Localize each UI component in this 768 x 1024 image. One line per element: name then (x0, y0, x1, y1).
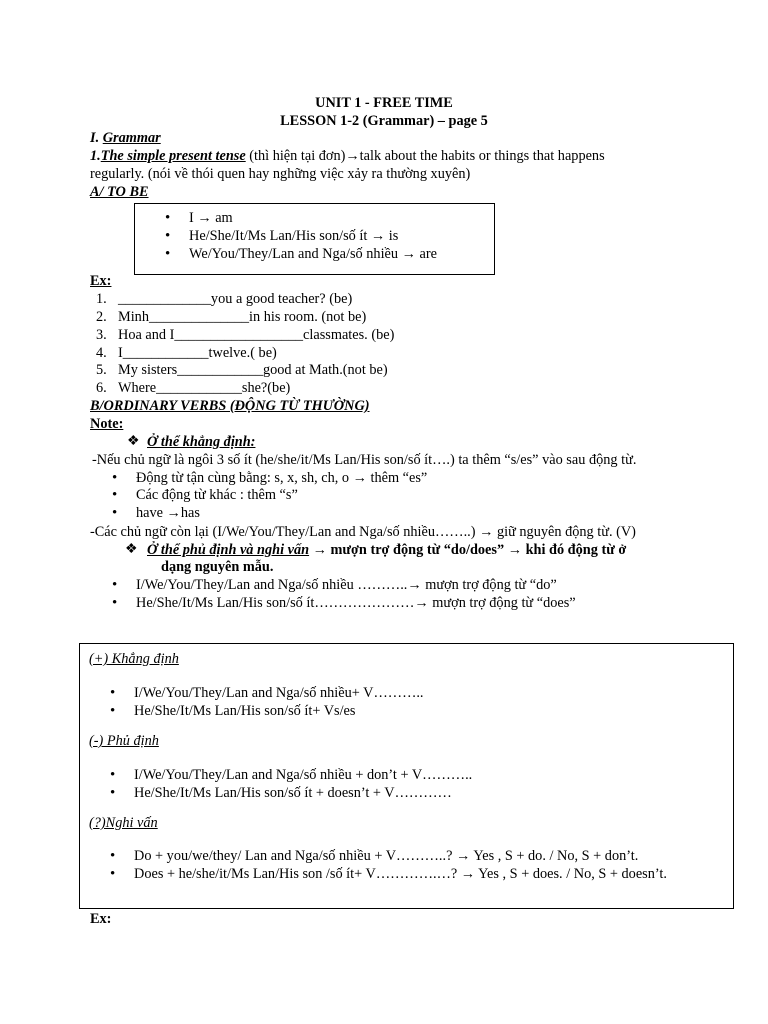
ex-item: I____________twelve.( be) (118, 345, 277, 361)
tense-line: 1.The simple present tense (thì hiện tại đơn)→talk about the habits or things that happens (90, 148, 605, 164)
aux-bullet: • He/She/It/Ms Lan/His son/số ít…………………→ mượn trợ động từ “does” (136, 594, 576, 612)
grammar-heading: I. Grammar (90, 130, 161, 146)
ex-num: 4. (96, 345, 107, 361)
note-label: Note: (90, 416, 124, 432)
question-label: (?)Nghi vấn (89, 815, 158, 831)
aux-bullet: • I/We/You/They/Lan and Nga/số nhiều ………..→ mượn trợ động từ “do” (136, 576, 557, 594)
lesson-title: LESSON 1-2 (Grammar) – page 5 (280, 113, 488, 129)
affirm-heading: Ở thể khẳng định: (147, 434, 256, 450)
rule-bullet: • Động từ tận cùng bằng: s, x, sh, ch, o → thêm “es” (136, 469, 427, 487)
rule-bullet: • Các động từ khác : thêm “s” (136, 486, 298, 504)
ex-num: 2. (96, 309, 107, 325)
neg-label: (-) Phủ định (89, 733, 159, 749)
tobe-item: • He/She/It/Ms Lan/His son/số ít → is (189, 227, 398, 245)
ex-num: 3. (96, 327, 107, 343)
tobe-heading: A/ TO BE (90, 184, 149, 200)
rule-others: -Các chủ ngữ còn lại (I/We/You/They/Lan and Nga/số nhiều……..) → giữ nguyên động từ. (V) (90, 524, 636, 540)
neg-item: • He/She/It/Ms Lan/His son/số ít + doesn’t + V………… (134, 784, 452, 802)
ordinary-heading: B/ORDINARY VERBS (ĐỘNG TỪ THƯỜNG) (90, 398, 370, 414)
affirm-label: (+) Khẳng định (89, 651, 179, 667)
neg-heading-line: Ở thể phủ định và nghi vấn → mượn trợ động từ “do/does” → khi đó động từ ở (147, 542, 627, 558)
diamond-icon: ❖ (125, 542, 138, 557)
ex-num: 5. (96, 362, 107, 378)
diamond-icon: ❖ (127, 434, 140, 449)
ex-label: Ex: (90, 273, 112, 289)
unit-title: UNIT 1 - FREE TIME (315, 95, 453, 111)
ex2-label: Ex: (90, 911, 112, 927)
tobe-item: • We/You/They/Lan and Nga/số nhiều → are (189, 245, 437, 263)
rule-third-person: -Nếu chủ ngữ là ngôi 3 số ít (he/she/it/Ms Lan/His son/số ít….) ta thêm “s/es” vào sau động từ. (92, 452, 637, 468)
affirm-item: • He/She/It/Ms Lan/His son/số ít+ Vs/es (134, 702, 355, 720)
ex-num: 6. (96, 380, 107, 396)
question-item: • Does + he/she/it/Ms Lan/His son /số ít+ V………….…? → Yes , S + does. / No, S + doesn’t. (134, 865, 667, 883)
ex-num: 1. (96, 291, 107, 307)
affirm-item: • I/We/You/They/Lan and Nga/số nhiều+ V……….. (134, 684, 424, 702)
question-item: • Do + you/we/they/ Lan and Nga/số nhiều + V………..? → Yes , S + do. / No, S + don’t. (134, 847, 638, 865)
tense-line-2: regularly. (nói về thói quen hay nghững việc xảy ra thường xuyên) (90, 166, 471, 182)
rule-bullet: • have →has (136, 504, 200, 522)
tobe-item: • I → am (189, 209, 233, 227)
ex-item: Hoa and I__________________classmates. (be) (118, 327, 395, 343)
neg-heading-line-2: dạng nguyên mẫu. (161, 559, 274, 575)
ex-item: My sisters____________good at Math.(not be) (118, 362, 388, 378)
ex-item: Where____________she?(be) (118, 380, 291, 396)
ex-item: Minh______________in his room. (not be) (118, 309, 367, 325)
ex-item: _____________you a good teacher? (be) (118, 291, 353, 307)
neg-item: • I/We/You/They/Lan and Nga/số nhiều + don’t + V……….. (134, 766, 472, 784)
